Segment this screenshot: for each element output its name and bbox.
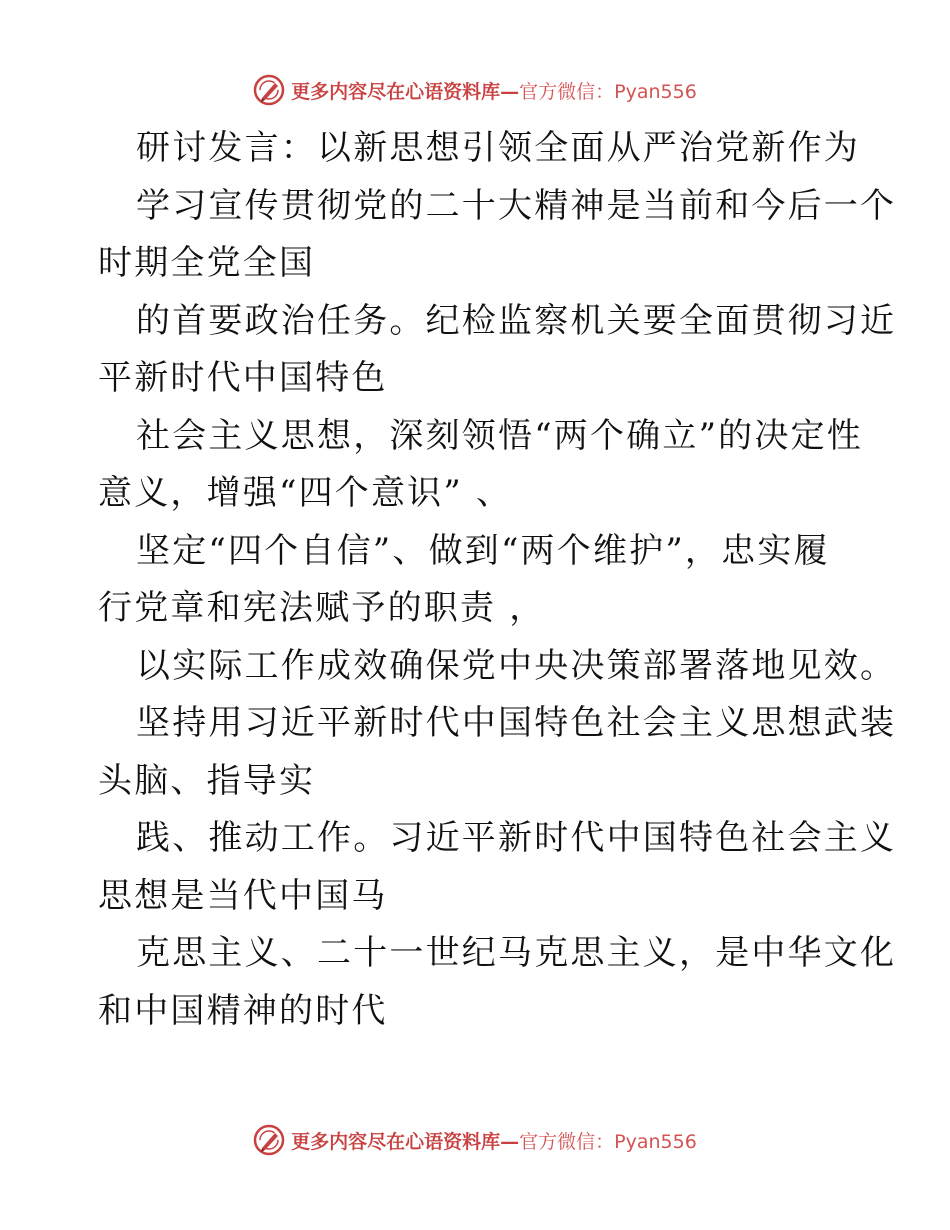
header-banner-text: 更多内容尽在心语资料库— (291, 80, 520, 103)
text-line: 学习宣传贯彻党的二十大精神是当前和今后一个 (136, 185, 897, 226)
text-line: 践、推动工作。习近平新时代中国特色社会主义 (136, 818, 897, 858)
text-line: 和中国精神的时代 (98, 990, 388, 1031)
text-line: 头脑、指导实 (98, 760, 316, 801)
text-line: 意义，增强“四个意识” 、 (98, 473, 513, 513)
text-line: 思想是当代中国马 (98, 875, 388, 916)
text-line: 以实际工作成效确保党中央决策部署落地见效。 (136, 645, 897, 686)
header-banner-wechat: 官方微信：Pyan556 (519, 80, 697, 103)
pen-logo-icon (253, 1124, 285, 1156)
footer-banner-text: 更多内容尽在心语资料库— (291, 1130, 520, 1153)
text-line: 的首要政治任务。纪检监察机关要全面贯彻习近 (136, 300, 897, 341)
text-line: 社会主义思想，深刻领悟“两个确立”的决定性 (136, 415, 863, 456)
text-line: 克思主义、二十一世纪马克思主义，是中华文化 (136, 933, 897, 973)
text-line: 行党章和宪法赋予的职责 ， (98, 588, 546, 628)
header-banner (0, 70, 950, 110)
document-title: 研讨发言：以新思想引领全面从严治党新作为 (136, 128, 860, 168)
text-line: 坚持用习近平新时代中国特色社会主义思想武装 (136, 703, 897, 743)
text-line: 时期全党全国 (98, 243, 316, 283)
footer-banner (0, 1120, 950, 1160)
text-line: 平新时代中国特色 (98, 358, 388, 398)
document-body (98, 120, 897, 1040)
pen-logo-icon (253, 74, 285, 106)
footer-banner-wechat: 官方微信：Pyan556 (519, 1130, 697, 1153)
text-line: 坚定“四个自信”、做到“两个维护”，忠实履 (136, 530, 830, 571)
